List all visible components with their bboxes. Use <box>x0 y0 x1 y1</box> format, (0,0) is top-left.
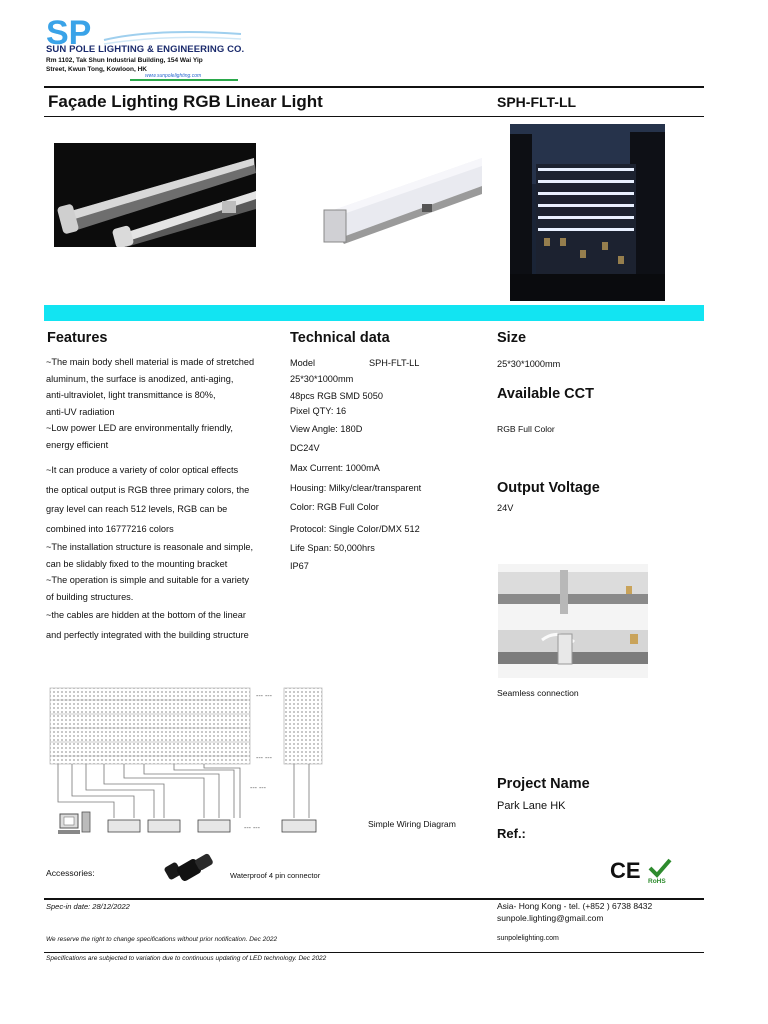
svg-text:SP: SP <box>46 14 92 52</box>
accessories-label: Accessories: <box>46 868 95 878</box>
product-title: Façade Lighting RGB Linear Light <box>48 92 323 111</box>
features-block-3: ~The installation structure is reasonale and simple, can be slidably fixed to the mounting bracket ~The operation is simple and suitable for a variety of building structures. <box>46 542 254 602</box>
rohs-label: RoHS <box>648 878 666 885</box>
tech-row: Color: RGB Full Color <box>290 502 379 512</box>
features-block-4: ~the cables are hidden at the bottom of the linear and perfectly integrated with the building structure <box>46 610 249 640</box>
tech-row: DC24V <box>290 443 320 453</box>
variation-notice: Specifications are subjected to variation due to continuous updating of LED technology. Dec 2022 <box>46 955 327 962</box>
accessory-item: Waterproof 4 pin connector <box>230 871 321 880</box>
ref-label: Ref.: <box>497 826 526 841</box>
company-address: Rm 1102, Tak Shun Industrial Building, 154 Wai Yip Street, Kwun Tong, Kowloon, HK <box>46 57 203 73</box>
tech-row: 25*30*1000mm <box>290 374 354 384</box>
building-photo <box>510 124 665 301</box>
project-value: Park Lane HK <box>497 800 566 812</box>
header-rule-top <box>44 86 704 88</box>
svg-text:--- ---: --- --- <box>244 825 260 832</box>
rohs-check-icon <box>648 858 672 878</box>
connector-photo <box>164 852 216 892</box>
tech-row: Protocol: Single Color/DMX 512 <box>290 524 420 534</box>
features-block-2: ~It can produce a variety of color optical effects the optical output is RGB three primary colors, the gray level can reach 512 levels, RGB can be combined into 16777216 colors <box>46 465 250 534</box>
tech-row: Housing: Milky/clear/transparent <box>290 483 422 493</box>
tech-row: Max Current: 1000mA <box>290 463 380 473</box>
voltage-value: 24V <box>497 503 514 513</box>
features-heading: Features <box>47 330 108 346</box>
contact-phone: Asia- Hong Kong - tel. (+852 ) 6738 8432 <box>497 901 653 911</box>
logo-underline <box>130 79 238 81</box>
product-photo-single <box>318 152 482 244</box>
accent-bar <box>44 305 704 321</box>
footer-website[interactable]: sunpolelighting.com <box>497 935 559 942</box>
seamless-connection-photo <box>498 564 648 678</box>
reserve-notice: We reserve the right to change specifications without prior notification. Dec 2022 <box>46 936 278 943</box>
product-photo-pair <box>54 143 256 247</box>
wiring-diagram <box>44 686 330 842</box>
seamless-caption: Seamless connection <box>497 688 579 698</box>
project-heading: Project Name <box>497 776 590 792</box>
wiring-caption: Simple Wiring Diagram <box>368 819 456 829</box>
size-value: 25*30*1000mm <box>497 359 561 369</box>
company-name: SUN POLE LIGHTING & ENGINEERING CO. <box>46 44 245 55</box>
tech-row: IP67 <box>290 561 309 571</box>
footer-rule-bottom <box>44 952 704 953</box>
contact-email[interactable]: sunpole.lighting@gmail.com <box>497 913 604 923</box>
cct-heading: Available CCT <box>497 386 594 402</box>
voltage-heading: Output Voltage <box>497 480 600 496</box>
tech-model-label: Model <box>290 358 316 368</box>
size-heading: Size <box>497 330 527 346</box>
svg-text:--- ---: --- --- <box>256 693 272 700</box>
header-rule-bottom <box>44 116 704 117</box>
tech-row: 48pcs RGB SMD 5050 <box>290 391 383 401</box>
ce-mark: CE <box>610 858 641 883</box>
tech-row: Pixel QTY: 16 <box>290 406 347 416</box>
company-website[interactable]: www.sunpolelighting.com <box>145 73 202 79</box>
cct-value: RGB Full Color <box>497 424 555 434</box>
tech-row: Life Span: 50,000hrs <box>290 543 375 553</box>
svg-text:--- ---: --- --- <box>256 755 272 762</box>
product-model: SPH-FLT-LL <box>497 94 577 110</box>
technical-heading: Technical data <box>290 330 390 346</box>
tech-row: View Angle: 180D <box>290 424 363 434</box>
svg-text:--- ---: --- --- <box>250 785 266 792</box>
features-block-1: ~The main body shell material is made of stretched aluminum, the surface is anodized, anti-aging, anti-ultraviolet, light transmittance is 80%, anti-UV radiation ~Low power LED are environmentally friendly, energy efficient <box>46 357 255 450</box>
spec-date: Spec-in date: 28/12/2022 <box>46 902 130 911</box>
tech-model-value: SPH-FLT-LL <box>369 358 420 368</box>
